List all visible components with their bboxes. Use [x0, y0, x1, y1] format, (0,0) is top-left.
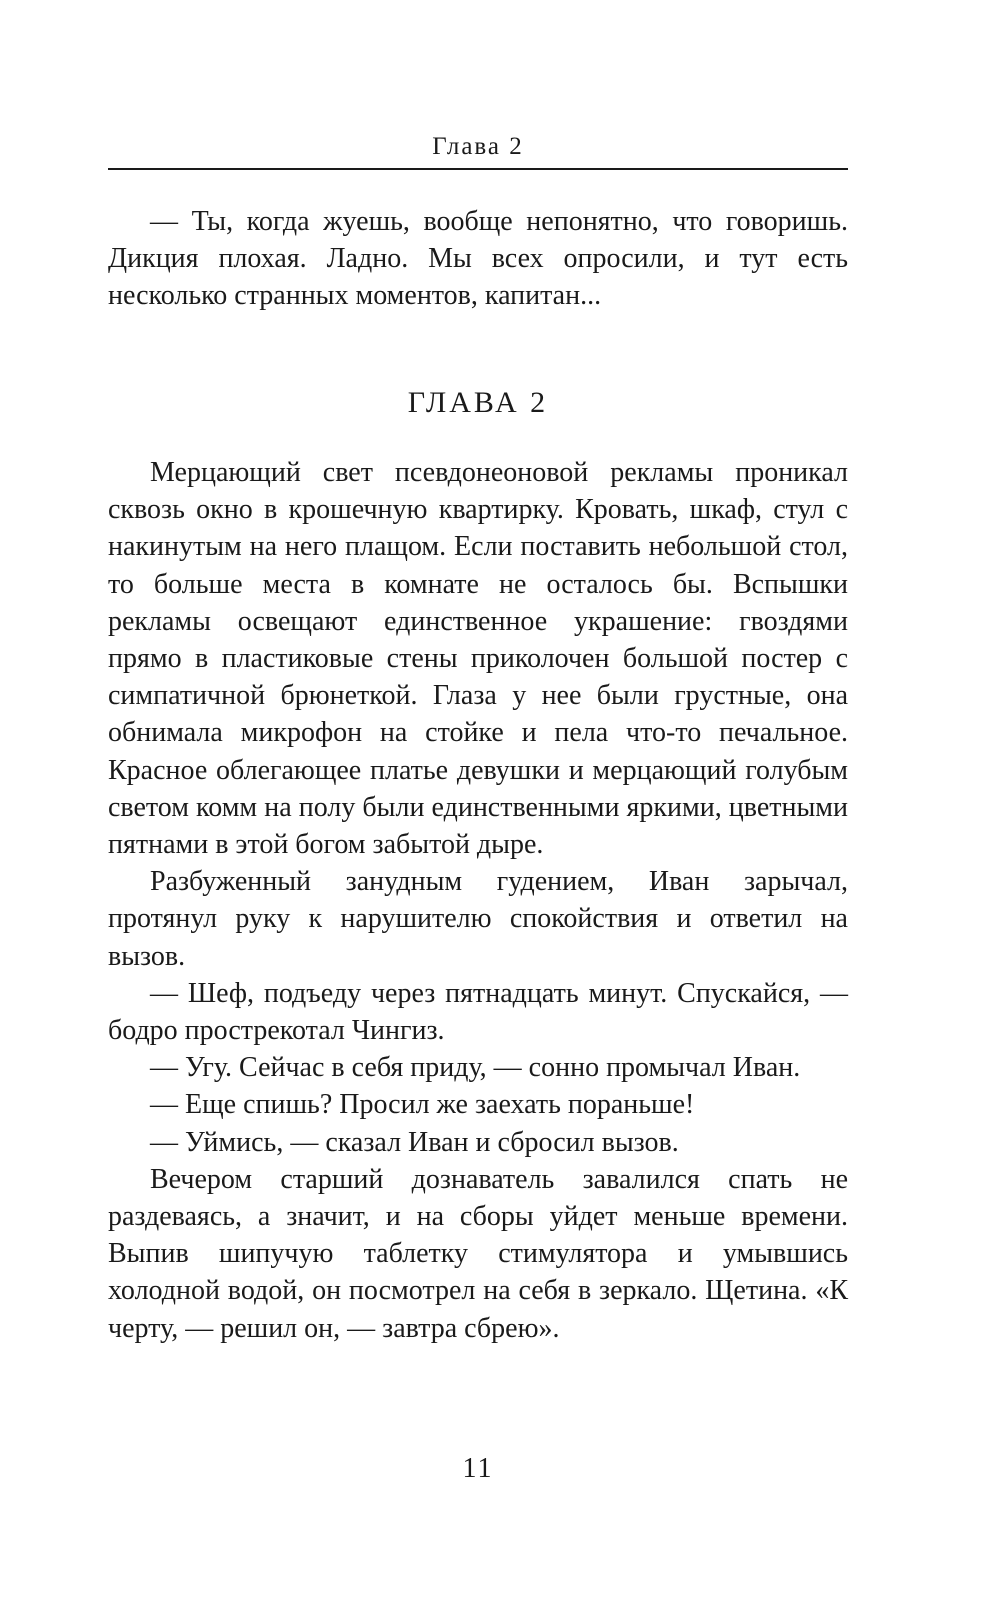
paragraph: — Уймись, — сказал Иван и сбросил вызов. — [150, 1126, 679, 1158]
running-head: Глава 2 — [432, 133, 524, 160]
header-rule — [108, 168, 848, 170]
top-text-block — [108, 203, 848, 315]
chapter-heading: ГЛАВА 2 — [407, 386, 549, 419]
main-text-block — [108, 454, 848, 1347]
paragraph: Разбуженный занудным гудением, Иван зарычал, протянул руку к нарушителю спокойствия и ответил на вызов. — [108, 866, 848, 972]
paragraph: — Еще спишь? Просил же заехать пораньше! — [150, 1089, 695, 1121]
paragraph: — Угу. Сейчас в себя приду, — сонно промычал Иван. — [150, 1052, 801, 1084]
page-number: 11 — [462, 1453, 494, 1484]
paragraph: Вечером старший дознаватель завалился спать не раздеваясь, а значит, и на сборы уйдет меньше времени. Выпив шипучую таблетку стимулятора и умывшись холодной водой, он посмотрел на себя в зеркало. Щетина. «К черту, — решил он, — завтра сбрею». — [108, 1163, 848, 1344]
paragraph: — Ты, когда жуешь, вообще непонятно, что говоришь. Дикция плохая. Ладно. Мы всех опросили, и тут есть несколько странных моментов, капитан... — [108, 206, 848, 312]
paragraph: — Шеф, подъеду через пятнадцать минут. Спускайся, — бодро прострекотал Чингиз. — [108, 977, 848, 1047]
paragraph: Мерцающий свет псевдонеоновой рекламы проникал сквозь окно в крошечную квартирку. Кровать, шкаф, стул с накинутым на него плащом. Если поставить небольшой стол, то больше места в комнате не осталось бы. Вспышки рекламы освещают единственное украшение: гвоздями прямо в пластиковые стены приколочен большой постер с симпатичной брюнеткой. Глаза у нее были грустные, она обнимала микрофон на стойке и пела что-то печальное. Красное облегающее платье девушки и мерцающий голубым светом комм на полу были единственными яркими, цветными пятнами в этой богом забытой дыре. — [108, 457, 848, 861]
